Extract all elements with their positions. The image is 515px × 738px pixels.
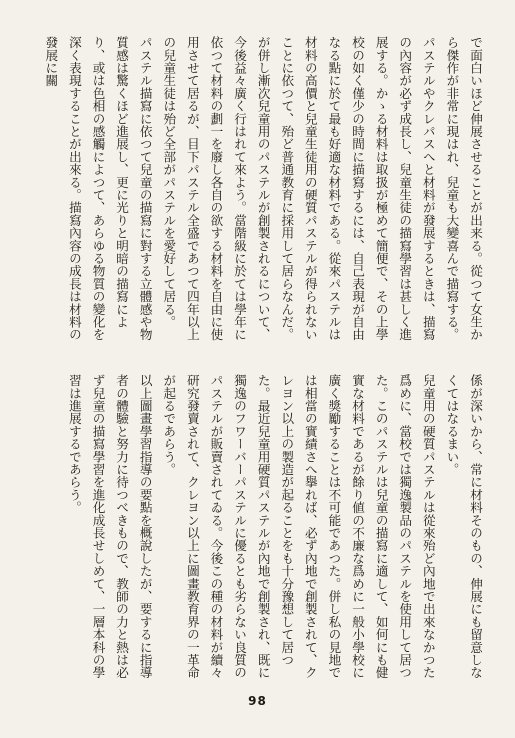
page-number: 98 — [248, 694, 267, 708]
paragraph: 係が深いから、常に材料そのもの、伸展にも留意しなくてはなるまい。 — [444, 374, 483, 679]
upper-text-block — [37, 36, 487, 341]
lower-text-block — [37, 374, 487, 681]
paragraph: 以上圖畫學習指導の要點を概說したが、要するに指導者の體驗と努力に待つべきもので、教師の力と熱は必ず兒童の描寫學習を進化成長せしめて、一層本科の學習は進展するであらう。 — [66, 374, 153, 679]
paragraph: パステル描寫に依つて兒童の描寫に對する立體感や物質感は驚くほど進展し、更に光りと明暗の描寫により、或は色相の感觸によつて、あらゆる物質の變化を深く表現することが出來る。描寫內容の成長は材料の發展に關 — [43, 36, 153, 341]
paragraph: で面白いほど伸展させることが出来る。從つて女生から傑作が非常に現はれ、兒童も大變喜んで描寫する。 — [444, 36, 483, 341]
paragraph: パステルやクレパスへと材料が發展するときは、描寫の內容が必ず成長し、兒童生徒の描寫學習は甚しく進展する。かゝる材料は取扱が極めて簡便で、その上學校の如く僅少の時間に描寫するには、自己表現が自由なる點に於て最も好適な材料である。從來パステルは材料の高價と兒童生徒用の硬質パステルが得られないことに依つて、殆ど普通教育に採用して居らなんだ。が併し漸次兒童用のパステルが創製されるについて、今後益々廣く行はれて來よう。當階級に於ては學年に依つて材料の劃一を廢し各自の欲する材料を自由に使用させて居るが、目下パステル全盛であつて四年以上の兒童生徒は殆ど全部がパステルを愛好して居る。 — [161, 36, 436, 341]
paragraph: 兒童用の硬質パステルは從來殆ど內地で出來なかつた爲めに、當校では獨逸製品のパステルを使用して居つた。このパステルは兒童の描寫に適して、如何にも健實な材料であるが餘り値の不廉な爲めに一般小學校に廣く獎勵することは不可能であつた。併し私の見地では相當の實績さへ擧れば、必ず內地で創製されて、クレヨン以上の製造が起ることをも十分豫想して居つた。最近兒童用硬質パステルが內地で創製され、既に獨逸のフワーバーパステルに優るとも劣らない良質のパステルが販賣されてゐる。今後この種の材料が續々研究發賣されて、クレヨン以上に圖畫教育界の一革命が起るであらう。 — [161, 374, 436, 679]
